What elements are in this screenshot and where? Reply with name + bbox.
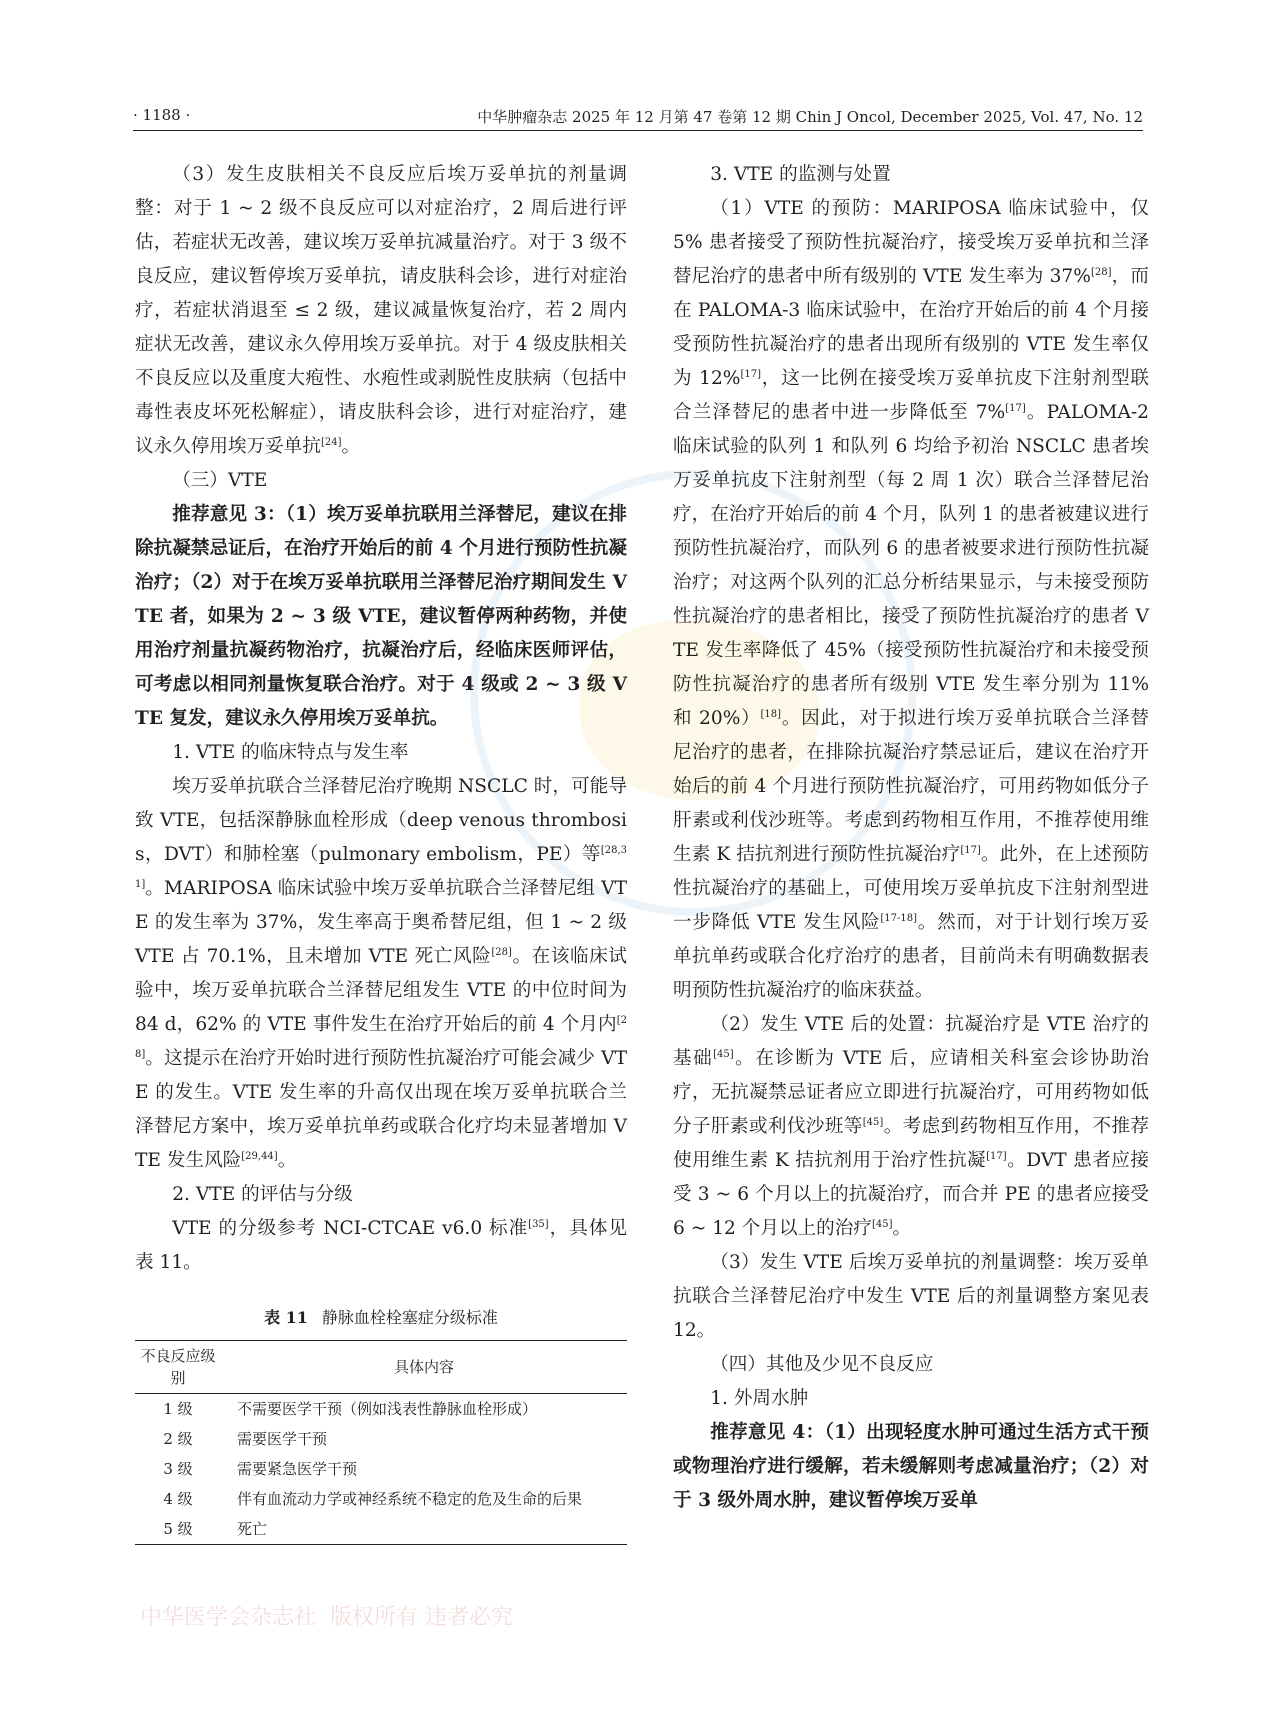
paragraph: （3）发生皮肤相关不良反应后埃万妥单抗的剂量调整：对于 1 ~ 2 级不良反应可以对症治疗，2 周后进行评估，若症状无改善，建议埃万妥单抗减量治疗。对于 3 级不良反应，建议暂停埃万妥单抗，请皮肤科会诊，进行对症治疗，若症状消退至 ≤ 2 级，建议减量恢复治疗，若 2 周内症状无改善，建议永久停用埃万妥单抗。对于 4 级皮肤相关不良反应以及重度大疱性、水疱性或剥脱性皮肤病（包括中毒性表皮坏死松解症），请皮肤科会诊，进行对症治疗，建议永久停用埃万妥单抗[24]。 xyxy=(135,164,627,457)
citation-ref: [29,44] xyxy=(241,1150,278,1162)
right-column xyxy=(673,158,1149,1518)
recommendation-3: 推荐意见 3：（1）埃万妥单抗联用兰泽替尼，建议在排除抗凝禁忌证后，在治疗开始后的前 4 个月进行预防性抗凝治疗；（2）对于在埃万妥单抗联用兰泽替尼治疗期间发生 VTE 者，如果为 2 ~ 3 级 VTE，建议暂停两种药物，并使用治疗剂量抗凝药物治疗，抗凝治疗后，经临床医师评估，可考虑以相同剂量恢复联合治疗。对于 4 级或 2 ~ 3 级 VTE 复发，建议永久停用埃万妥单抗。 xyxy=(135,504,627,729)
citation-ref: [18] xyxy=(760,708,782,720)
section-heading: （四）其他及少见不良反应 xyxy=(710,1354,934,1375)
citation-ref: [28] xyxy=(491,946,512,958)
running-header xyxy=(133,100,1143,131)
citation-ref: [17] xyxy=(986,1150,1007,1162)
citation-ref: [17] xyxy=(960,844,981,856)
column-header: 具体内容 xyxy=(393,1358,454,1376)
paragraph: （1）VTE 的预防：MARIPOSA 临床试验中，仅 5% 患者接受了预防性抗凝治疗，接受埃万妥单抗和兰泽替尼治疗的患者中所有级别的 VTE 发生率为 37%[28]，而在 PALOMA-3 临床试验中，在治疗开始后的前 4 个月接受预防性抗凝治疗的患者出现所有级别的 VTE 发生率仅为 12%[17]，这一比例在接受埃万妥单抗皮下注射剂型联合兰泽替尼的患者中进一步降低至 7%[17]。PALOMA-2 临床试验的队列 1 和队列 6 均给予初治 NSCLC 患者埃万妥单抗皮下注射剂型（每 2 周 1 次）联合兰泽替尼治疗，在治疗开始后的前 4 个月，队列 1 的患者被建议进行预防性抗凝治疗，而队列 6 的患者被要求进行预防性抗凝治疗；对这两个队列的汇总分析结果显示，与未接受预防性抗凝治疗的患者相比，接受了预防性抗凝治疗的患者 VTE 发生率降低了 45%（接受预防性抗凝治疗和未接受预防性抗凝治疗的患者所有级别 VTE 发生率分别为 11% 和 20%）[18]。因此，对于拟进行埃万妥单抗联合兰泽替尼治疗的患者，在排除抗凝治疗禁忌证后，建议在治疗开始后的前 4 个月进行预防性抗凝治疗，可用药物如低分子肝素或利伐沙班等。考虑到药物相互作用，不推荐使用维生素 K 拮抗剂进行预防性抗凝治疗[17]。此外，在上述预防性抗凝治疗的基础上，可使用埃万妥单抗皮下注射剂型进一步降低 VTE 发生风险[17-18]。然而，对于计划行埃万妥单抗单药或联合化疗治疗的患者，目前尚未有明确数据表明预防性抗凝治疗的临床获益。 xyxy=(673,198,1149,1001)
subsection-heading: 1. 外周水肿 xyxy=(710,1388,809,1409)
vte-grade-table xyxy=(135,1340,627,1545)
page-number: · 1188 · xyxy=(133,106,191,124)
citation-ref: [45] xyxy=(862,1116,884,1128)
table-row: 4 级 伴有血流动力学或神经系统不稳定的危及生命的后果 xyxy=(163,1490,583,1508)
citation-ref: [17] xyxy=(740,368,761,380)
citation-ref: [28] xyxy=(1090,266,1112,278)
citation-ref: [17] xyxy=(1005,402,1026,414)
table-caption: 表 11 静脉血栓栓塞症分级标准 xyxy=(264,1308,498,1327)
publisher-watermark: 中华医学会杂志社 版权所有 违者必究 xyxy=(140,1605,514,1630)
citation-ref: [24] xyxy=(320,436,342,448)
journal-citation: 中华肿瘤杂志 2025 年 12 月第 47 卷第 12 期 Chin J Oncol, December 2025, Vol. 47, No. 12 xyxy=(477,108,1143,126)
citation-ref: [28,31] xyxy=(135,844,627,890)
left-column xyxy=(135,158,627,1545)
table-row: 1 级 不需要医学干预（例如浅表性静脉血栓形成） xyxy=(163,1400,538,1418)
citation-ref: [35] xyxy=(528,1218,549,1230)
table-row: 5 级 死亡 xyxy=(135,1514,627,1545)
table-row: 2 级 需要医学干预 xyxy=(163,1430,328,1448)
column-header: 不良反应级别 xyxy=(140,1347,216,1387)
table-row: 3 级 需要紧急医学干预 xyxy=(163,1460,358,1478)
citation-ref: [28] xyxy=(135,1014,627,1060)
recommendation-4: 推荐意见 4：（1）出现轻度水肿可通过生活方式干预或物理治疗进行缓解，若未缓解则考虑减量治疗；（2）对于 3 级外周水肿，建议暂停埃万妥单 xyxy=(673,1422,1149,1511)
section-heading: （三）VTE xyxy=(172,470,268,491)
subsection-heading: 3. VTE 的监测与处置 xyxy=(710,164,891,185)
citation-ref: [17-18] xyxy=(880,912,917,924)
subsection-heading: 2. VTE 的评估与分级 xyxy=(172,1184,353,1205)
subsection-heading: 1. VTE 的临床特点与发生率 xyxy=(172,742,409,763)
paragraph: VTE 的分级参考 NCI-CTCAE v6.0 标准[35]，具体见表 11。 xyxy=(135,1218,627,1273)
citation-ref: [45] xyxy=(713,1048,734,1060)
paragraph: 埃万妥单抗联合兰泽替尼治疗晚期 NSCLC 时，可能导致 VTE，包括深静脉血栓形成（deep venous thrombosis，DVT）和肺栓塞（pulmonary embolism，PE）等[28,31]。MARIPOSA 临床试验中埃万妥单抗联合兰泽替尼组 VTE 的发生率为 37%，发生率高于奥希替尼组，但 1 ~ 2 级 VTE 占 70.1%，且未增加 VTE 死亡风险[28]。在该临床试验中，埃万妥单抗联合兰泽替尼组发生 VTE 的中位时间为 84 d，62% 的 VTE 事件发生在治疗开始后的前 4 个月内[28]。这提示在治疗开始时进行预防性抗凝治疗可能会减少 VTE 的发生。VTE 发生率的升高仅出现在埃万妥单抗联合兰泽替尼方案中，埃万妥单抗单药或联合化疗均未显著增加 VTE 发生风险[29,44]。 xyxy=(135,776,627,1171)
paragraph: （2）发生 VTE 后的处置：抗凝治疗是 VTE 治疗的基础[45]。在诊断为 VTE 后，应请相关科室会诊协助治疗，无抗凝禁忌证者应立即进行抗凝治疗，可用药物如低分子肝素或利伐沙班等[45]。考虑到药物相互作用，不推荐使用维生素 K 拮抗剂用于治疗性抗凝[17]。DVT 患者应接受 3 ~ 6 个月以上的抗凝治疗，而合并 PE 的患者应接受 6 ~ 12 个月以上的治疗[45]。 xyxy=(673,1014,1149,1239)
paragraph: （3）发生 VTE 后埃万妥单抗的剂量调整：埃万妥单抗联合兰泽替尼治疗中发生 VTE 后的剂量调整方案见表 12。 xyxy=(673,1252,1149,1341)
citation-ref: [45] xyxy=(871,1218,893,1230)
